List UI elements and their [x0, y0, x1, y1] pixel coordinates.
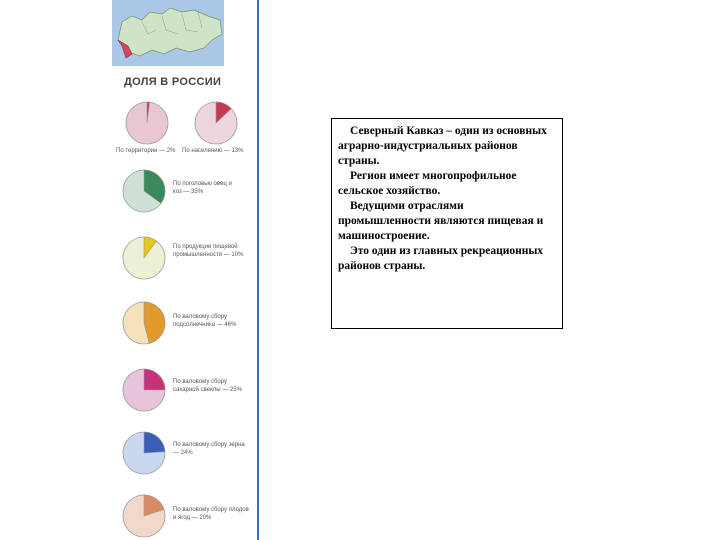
pie-sugar-beet — [121, 367, 167, 413]
description-box — [331, 118, 563, 329]
pie-fruits — [121, 493, 167, 539]
label-territory: По территории — 2% — [116, 148, 176, 154]
paragraph-3: Ведущими отраслями промышленности являются пищевая и машиностроение. — [338, 200, 544, 242]
label-grain: По валовому сбору зерна — 24% — [173, 442, 245, 456]
russia-map-image — [112, 0, 224, 66]
label-livestock: По поголовью овец и коз — 35% — [173, 181, 232, 195]
label-fruits: По валовому сбору плодов и ягод — 20% — [173, 507, 249, 521]
pie-grain — [121, 430, 167, 476]
paragraph-2: Регион имеет многопрофильное сельское хозяйство. — [338, 170, 517, 197]
pie-territory — [124, 100, 170, 146]
label-sunflower: По валовому сбору подсолнечника — 46% — [173, 314, 237, 328]
paragraph-1: Северный Кавказ – один из основных аграрно-индустриальных районов страны. — [338, 125, 547, 167]
label-food: По продукции пищевой промышленности — 10% — [173, 244, 244, 258]
pie-slice — [144, 369, 165, 390]
label-population: По населению — 13% — [182, 148, 244, 154]
pie-sunflower — [121, 300, 167, 346]
pie-slice — [144, 432, 165, 453]
pie-livestock — [121, 168, 167, 214]
paragraph-4: Это один из главных рекреационных районов страны. — [338, 245, 544, 272]
pie-food — [121, 235, 167, 281]
pie-population — [193, 100, 239, 146]
panel-title: ДОЛЯ В РОССИИ — [124, 76, 222, 88]
label-sugar-beet: По валовому сбору сахарной свеклы — 25% — [173, 379, 242, 393]
